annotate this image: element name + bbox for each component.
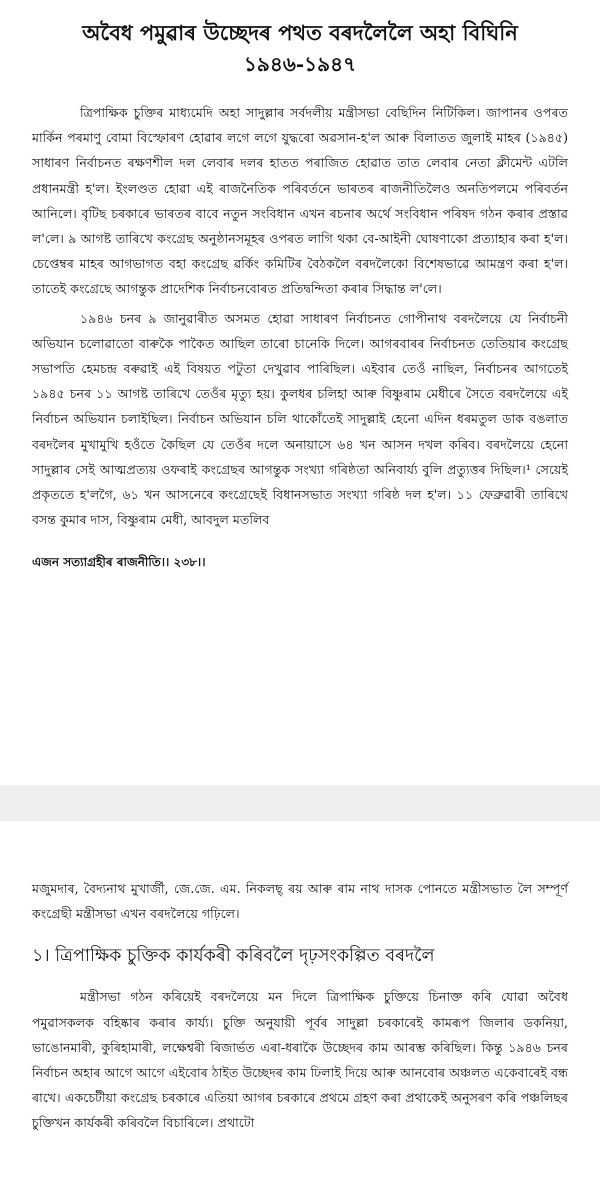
page-separator (0, 785, 600, 821)
chapter-years: ১৯৪৬-১৯৪৭ (243, 52, 357, 76)
section-heading: ১। ত্রিপাক্ষিক চুক্তিক কাৰ্যকৰী কৰিবলৈ দৃঢ়সংকল্পিত বৰদলৈ (32, 946, 435, 967)
chapter-title: অবৈধ পমুৱাৰ উচ্ছেদৰ পথত বৰদলৈলৈ অহা বিঘিনি (82, 20, 518, 45)
body-paragraph-2: ১৯৪৬ চনৰ ৯ জানুৱাৰীত অসমত হোৱা সাধাৰণ নিৰ্বাচনত গোপীনাথ বৰদলৈয়ে যে নিৰ্বাচনী অভিযান চলোৱাতো বাৰুকৈ পাকৈত আছিল তাৰো চানেকি দিলে। আগৰবাৰৰ নিৰ্বাচনত তেতিয়াৰ কংগ্ৰেছ সভাপতি হেমচন্দ্ৰ বৰুৱাই এই বিষয়ত পটুতা দেখুৱাব পাৰিছিল। এইবাৰ তেওঁ নাছিল, নিৰ্বাচনৰ আগতেই ১৯৪৫ চনৰ ১১ আগষ্ট তাৰিখে তেওঁৰ মৃত্যু হয়। কুলধৰ চলিহা আৰু বিষ্ণুৰাম মেধীৰে সৈতে বৰদলৈয়ে এই নিৰ্বাচন অভিযান চলাইছিল। নিৰ্বাচন অভিযান চলি থাকোঁতেই সাদুল্লাই হেনো এদিন ধৰমতুল ডাক বঙলাত বৰদলৈৰ মুখামুখি হওঁতে কৈছিল যে তেওঁৰ দলে অনায়াসে ৬৪ খন আসন দখল কৰিব। বৰদলৈয়ে হেনো সাদুল্লাৰ সেই আত্মপ্ৰত্যয় ওফৰাই কংগ্ৰেছৰ আগন্তুক সংখ্যা গৰিষ্ঠতা অনিবাৰ্য্য বুলি প্ৰত্যুত্তৰ দিছিল।¹ সেয়েই প্ৰকৃততে হ'লগৈ, ৬১ খন আসনেৰে কংগ্ৰেছেই বিধানসভাত সংখ্যা গৰিষ্ঠ দল হ'ল। ১১ ফেব্ৰুৱাৰী তাৰিখে বসন্ত কুমাৰ দাস, বিষ্ণুৰাম মেধী, আবদুল মতলিব (32, 310, 568, 528)
document-page-2 (0, 821, 600, 1200)
body-paragraph-1: ত্রিপাক্ষিক চুক্তিৰ মাধ্যমেদি অহা সাদুল্লাৰ সৰ্বদলীয় মন্ত্রীসভা বেছিদিন নিটিকিল। জাপানৰ ওপৰত মাৰ্কিন পৰমাণু বোমা বিস্ফোৰণ হোৱাৰ লগে লগে যুদ্ধৰো অৱসান-হ'ল আৰু বিলাতত জুলাই মাহৰ (১৯৪৫) সাধাৰণ নিৰ্বাচনত ৰক্ষণশীল দল লেবাৰ দলৰ হাতত পৰাজিত হোৱাত তাত লেবাৰ নেতা ক্লীমেন্ট এটলি প্রধানমন্ত্রী হ'ল। ইংলণ্ডত হোৱা এই ৰাজনৈতিক পৰিবৰ্তনে ভাৰতৰ ৰাজনীতিলৈও অনতিপলমে পৰিবৰ্তন আনিলে। বৃটিছ চৰকাৰে ভাৰতৰ বাবে নতুন সংবিধান এখন ৰচনাৰ অৰ্থে সংবিধান পৰিষদ গঠন কৰাৰ প্রস্তাৱ ল'লে। ৯ আগষ্ট তাৰিখে কংগ্ৰেছ অনুষ্ঠানসমূহৰ ওপৰত লাগি থকা বে-আইনী ঘোষণাকো প্রত্যাহাৰ কৰা হ'ল। চেপ্তেম্বৰ মাহৰ আগভাগত বহা কংগ্রেছ ৱৰ্কিং কমিটিৰ বৈঠকলৈ বৰদলৈকো বিশেষভাৱে আমন্ত্ৰণ কৰা হ'ল। তাতেই কংগ্ৰেছে আগন্তুক প্ৰাদেশিক নিৰ্বাচনবোৰত প্ৰতিদ্বন্দিতা কৰাৰ সিদ্ধান্ত ল'লে। (32, 105, 568, 297)
section-paragraph: মন্ত্ৰীসভা গঠন কৰিয়েই বৰদলৈয়ে মন দিলে ত্রিপাক্ষিক চুক্তিয়ে চিনাক্ত কৰি যোৱা অবৈধ পমুৱাসকলক বহিষ্কাৰ কৰাৰ কাৰ্য্য। চুক্তি অনুযায়ী পূৰ্বৰ সাদুল্লা চৰকাৰেই কামৰূপ জিলাৰ ডকনিয়া, ভাঙোনমাৰী, কুৰিহামাৰী, লক্ষেশ্বৰী ৰিজাৰ্ভত এৰা-ধৰাকৈ উচ্ছেদৰ কাম আৰম্ভ কৰিছিল। কিন্তু ১৯৪৬ চনৰ নিৰ্বাচন অহাৰ আগে আগে এইবোৰ ঠাইত উচ্ছেদৰ কাম ঢিলাই দিয়ে আৰু আনবোৰ অঞ্চলত একেবাৰেই বন্ধ ৰাখে। একচেটীয়া কংগ্ৰেছ চৰকাৰে এতিয়া আগৰ চৰকাৰে প্ৰথমে গ্ৰহণ কৰা প্ৰথাকেই অনুসৰণ কৰি পঞ্চলিছৰ চুক্তিখন কাৰ্যকৰী কৰিবলৈ বিচাৰিলে। প্ৰথাটো (32, 989, 568, 1131)
continued-paragraph: মজুমদাৰ, বৈদ্যনাথ মুখাৰ্জী, জে.জে. এম. নিকলছ্ ৰয় আৰু ৰাম নাথ দাসক পোনতে মন্ত্ৰীসভাত লৈ সম্পূৰ্ণ কংগ্ৰেছী মন্ত্ৰীসভা এখন বৰদলৈয়ে গঢ়িলে। (32, 881, 568, 922)
page-footer: এজন সত্যাগ্ৰহীৰ ৰাজনীতি।। ২৩৮।। (32, 555, 206, 570)
